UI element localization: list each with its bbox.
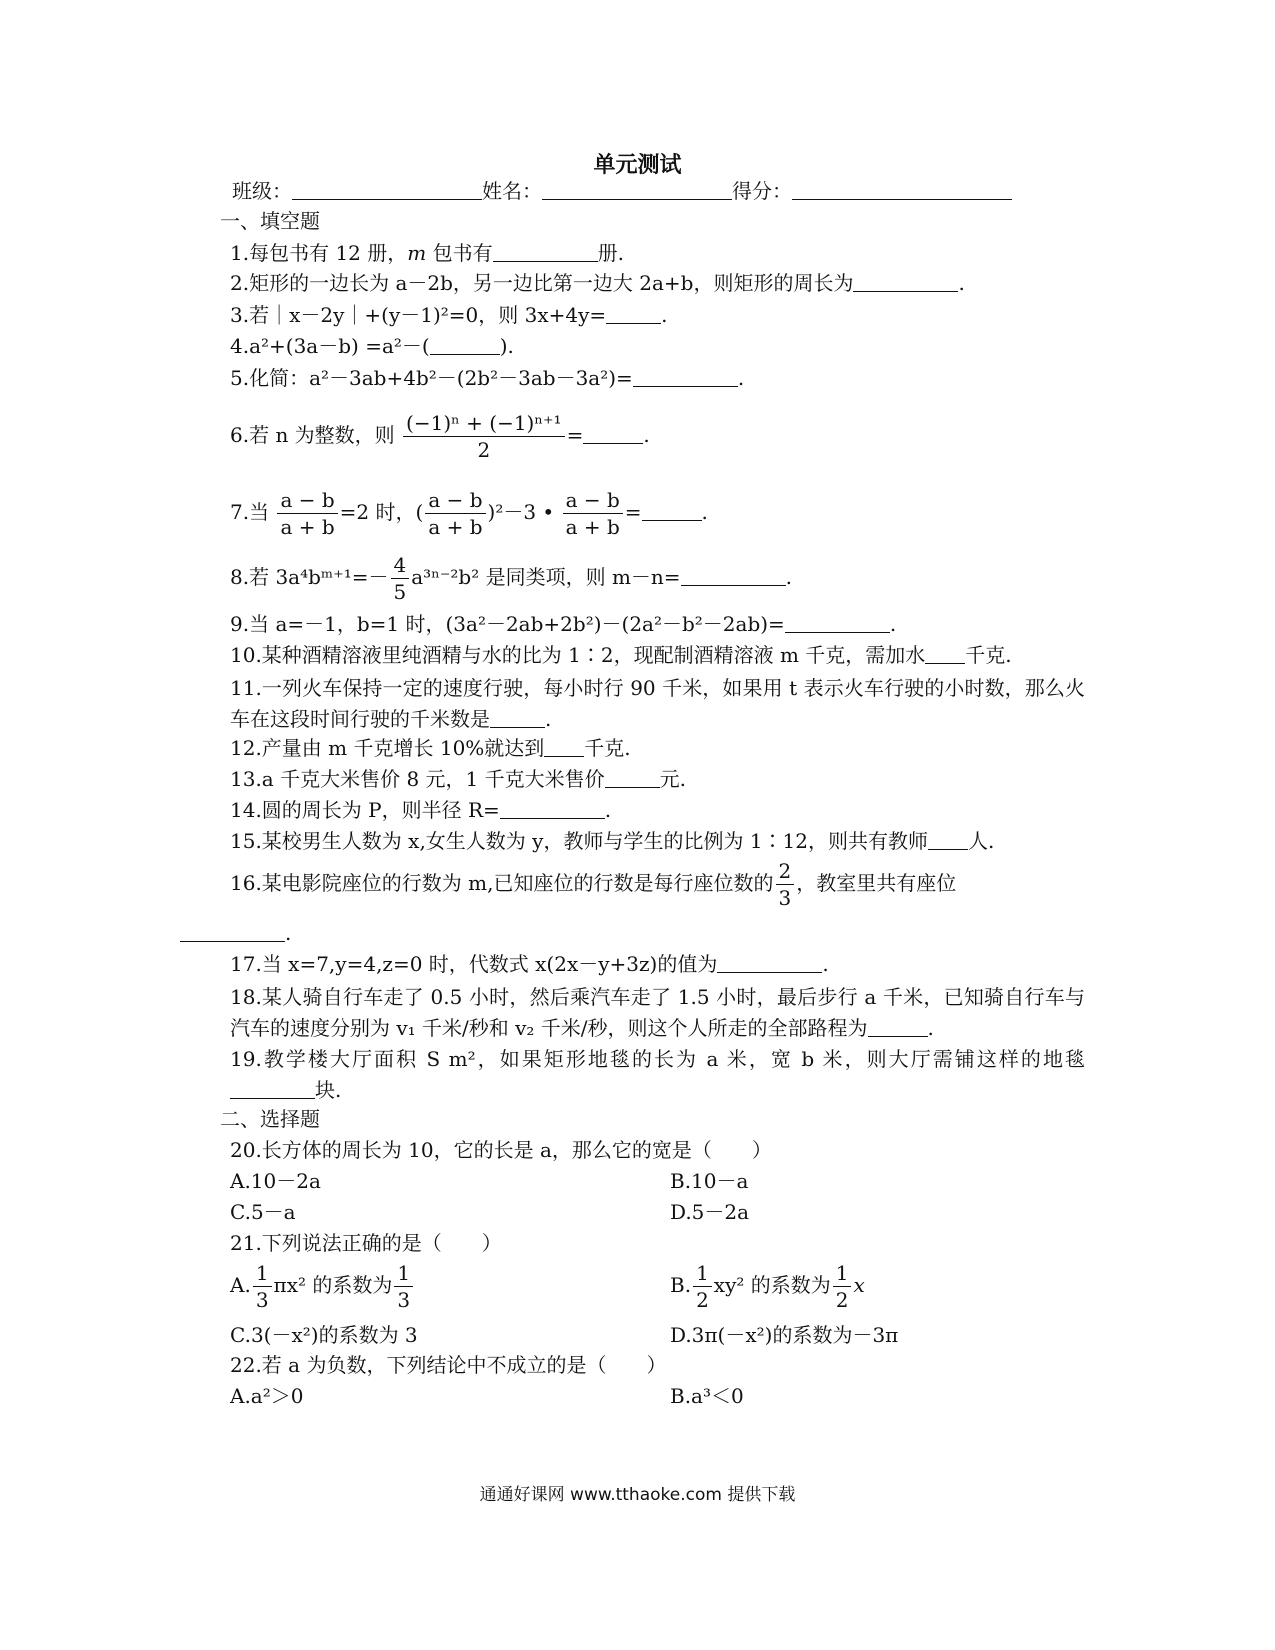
fraction: $\frac{4}{5}$	[391, 552, 410, 605]
question-3: 3.若｜x－2y｜+(y－1)²=0，则 3x+4y= .	[230, 303, 668, 327]
option-a[interactable]: A.a²＞0	[230, 1384, 304, 1408]
footer-credit: 通通好课网 www.tthaoke.com 提供下载	[479, 1485, 796, 1505]
question-2: 2.矩形的一边长为 a－2b，另一边比第一边大 2a+b，则矩形的周长为 .	[230, 271, 965, 295]
answer-blank[interactable]	[633, 368, 738, 387]
score-label: 得分：	[732, 179, 792, 203]
question-7: 7.当 $\frac{a - b}{a + b}$ =2 时，( $\frac{a - b}{a + b}$ )²－3 • $\frac{a - b}{a + b}$ = .	[230, 488, 708, 539]
answer-blank[interactable]	[230, 1080, 315, 1099]
section-heading-fill: 一、填空题	[220, 209, 320, 233]
option-b[interactable]: B.10－a	[670, 1169, 749, 1193]
option-c[interactable]: C.3(－x²)的系数为 3	[230, 1323, 418, 1347]
option-d[interactable]: D.5－2a	[670, 1200, 750, 1224]
option-a[interactable]: A.10－2a	[230, 1169, 321, 1193]
question-8: 8.若 3a⁴bᵐ⁺¹=－ $\frac{4}{5}$ a³ⁿ⁻²b² 是同类项，则 m－n= .	[230, 553, 792, 604]
question-13: 13.a 千克大米售价 8 元，1 千克大米售价 元.	[230, 767, 686, 791]
class-blank[interactable]	[292, 181, 482, 200]
question-21: 21.下列说法正确的是（ ）	[230, 1231, 502, 1255]
question-5: 5.化简：a²－3ab+4b²－(2b²－3ab－3a²)= .	[230, 366, 745, 390]
question-22: 22.若 a 为负数，下列结论中不成立的是（ ）	[230, 1353, 667, 1377]
question-18: 18.某人骑自行车走了 0.5 小时，然后乘汽车走了 1.5 小时，最后步行 a 千米，已知骑自行车与汽车的速度分别为 v₁ 千米/秒和 v₂ 千米/秒，则这个人所走的全部路程为 .	[230, 985, 1085, 1040]
question-1: 1.每包书有 12 册，m 包书有 册.	[230, 241, 624, 265]
answer-blank[interactable]	[785, 614, 890, 633]
question-6: 6.若 n 为整数，则 $\frac{\text{(−1)ⁿ + (−1)ⁿ⁺¹}}{2}$ = .	[230, 411, 650, 462]
fraction: $\frac{\text{(−1)ⁿ + (−1)ⁿ⁺¹}}{2}$	[403, 410, 565, 463]
option-d[interactable]: D.3π(－x²)的系数为－3π	[670, 1323, 899, 1347]
option-b[interactable]: B. $\frac{1}{2}$ xy² 的系数为 $\frac{1}{2}$ x	[670, 1261, 865, 1312]
fraction: $\frac{1}{3}$	[253, 1260, 272, 1313]
answer-blank[interactable]	[717, 954, 822, 973]
option-a[interactable]: A. $\frac{1}{3}$ πx² 的系数为 $\frac{1}{3}$	[230, 1260, 415, 1313]
question-4: 4.a²+(3a－b) =a²－( ).	[230, 334, 514, 358]
answer-blank[interactable]	[853, 273, 958, 292]
fraction: $\frac{a - b}{a + b}$	[563, 487, 623, 540]
question-14: 14.圆的周长为 P，则半径 R= .	[230, 798, 612, 822]
question-10: 10.某种酒精溶液里纯酒精与水的比为 1∶2，现配制酒精溶液 m 千克，需加水 千克.	[230, 643, 1012, 667]
fraction: $\frac{2}{3}$	[776, 858, 795, 911]
answer-blank[interactable]	[605, 769, 660, 788]
fraction: $\frac{a - b}{a + b}$	[277, 487, 337, 540]
section-heading-choice: 二、选择题	[220, 1107, 320, 1131]
answer-blank[interactable]	[500, 800, 605, 819]
question-12: 12.产量由 m 千克增长 10%就达到 千克.	[230, 736, 631, 760]
answer-blank[interactable]	[928, 831, 968, 850]
answer-blank[interactable]	[490, 709, 545, 728]
fraction: $\frac{1}{2}$	[693, 1260, 712, 1313]
answer-blank[interactable]	[583, 425, 643, 444]
answer-blank[interactable]	[681, 567, 786, 586]
answer-blank[interactable]	[868, 1018, 928, 1037]
answer-blank[interactable]	[493, 243, 598, 262]
fraction: $\frac{1}{3}$	[394, 1260, 413, 1313]
name-label: 姓名：	[482, 179, 542, 203]
answer-blank[interactable]	[180, 923, 285, 942]
question-11: 11.一列火车保持一定的速度行驶，每小时行 90 千米，如果用 t 表示火车行驶的小时数，那么火车在这段时间行驶的千米数是 .	[230, 676, 1085, 731]
header-info-line	[232, 178, 1012, 204]
question-15: 15.某校男生人数为 x,女生人数为 y，教师与学生的比例为 1∶12，则共有教师 人.	[230, 829, 995, 853]
class-label: 班级：	[232, 179, 292, 203]
answer-blank[interactable]	[642, 502, 702, 521]
question-20: 20.长方体的周长为 10，它的长是 a，那么它的宽是（ ）	[230, 1138, 772, 1162]
option-b[interactable]: B.a³＜0	[670, 1384, 744, 1408]
page-title: 单元测试	[593, 153, 682, 178]
answer-blank[interactable]	[606, 305, 661, 324]
question-16-continuation: .	[180, 920, 291, 946]
answer-blank[interactable]	[925, 645, 965, 664]
fraction: $\frac{a - b}{a + b}$	[425, 487, 485, 540]
question-19: 19.教学楼大厅面积 S m²，如果矩形地毯的长为 a 米，宽 b 米，则大厅需铺这样的地毯块.	[230, 1047, 1085, 1102]
answer-blank[interactable]	[544, 738, 584, 757]
question-16: 16.某电影院座位的行数为 m,已知座位的行数是每行座位数的 $\frac{2}{3}$ ，教室里共有座位	[230, 859, 957, 910]
option-c[interactable]: C.5－a	[230, 1200, 296, 1224]
fraction: $\frac{1}{2}$	[833, 1260, 852, 1313]
question-9: 9.当 a=－1，b=1 时，(3a²－2ab+2b²)－(2a²－b²－2ab)= .	[230, 612, 897, 636]
name-blank[interactable]	[542, 181, 732, 200]
score-blank[interactable]	[792, 181, 1012, 200]
answer-blank[interactable]	[430, 336, 500, 355]
question-17: 17.当 x=7,y=4,z=0 时，代数式 x(2x－y+3z)的值为 .	[230, 952, 829, 976]
